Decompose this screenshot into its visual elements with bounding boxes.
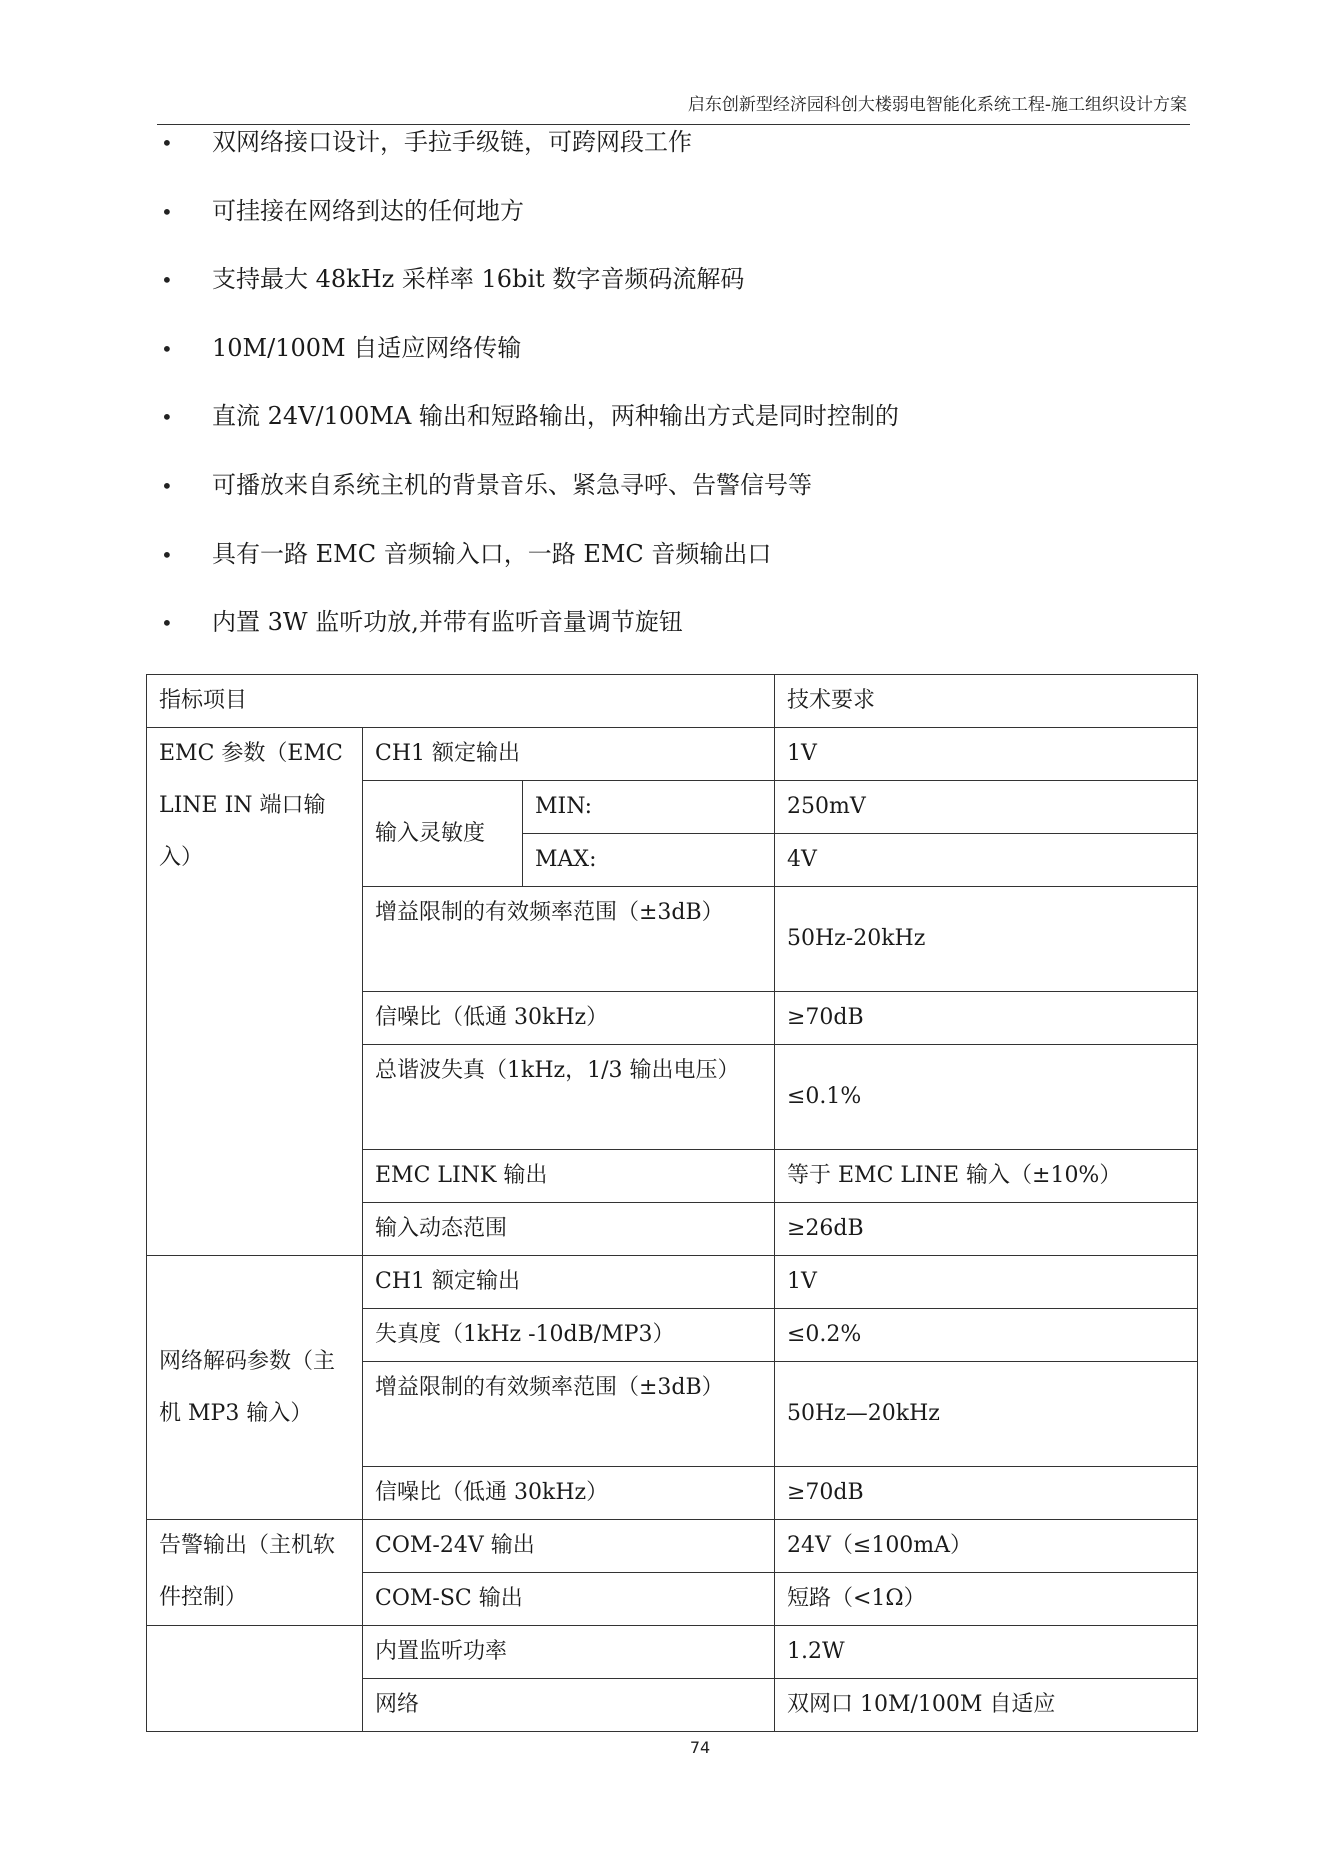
value-cell: 等于 EMC LINE 输入（±10%）: [775, 1150, 1198, 1203]
param-cell: CH1 额定输出: [363, 728, 775, 781]
value-cell: 50Hz—20kHz: [775, 1362, 1198, 1467]
table-row: [147, 1626, 1198, 1679]
list-item: [157, 188, 1187, 257]
subparam-cell: MIN:: [523, 781, 775, 834]
param-cell: 信噪比（低通 30kHz）: [363, 1467, 775, 1520]
page-header: 启东创新型经济园科创大楼弱电智能化系统工程-施工组织设计方案: [687, 95, 1187, 115]
param-cell: 网络: [363, 1679, 775, 1732]
list-item: [157, 119, 1187, 188]
group-cell-emc: EMC 参数（EMC LINE IN 端口输入）: [147, 728, 363, 1256]
list-item: [157, 256, 1187, 325]
value-cell: ≤0.1%: [775, 1045, 1198, 1150]
value-cell: 双网口 10M/100M 自适应: [775, 1679, 1198, 1732]
header-cell-requirement: 技术要求: [775, 675, 1198, 728]
list-item: [157, 462, 1187, 531]
bullet-icon: •: [161, 473, 173, 498]
list-item-text: 可挂接在网络到达的任何地方: [212, 196, 524, 225]
subparam-cell: MAX:: [523, 834, 775, 887]
param-cell: 增益限制的有效频率范围（±3dB）: [363, 887, 775, 992]
value-cell: 4V: [775, 834, 1198, 887]
list-item-text: 双网络接口设计，手拉手级链，可跨网段工作: [212, 128, 692, 156]
value-cell: ≤0.2%: [775, 1309, 1198, 1362]
list-item: [157, 531, 1187, 600]
list-item-text: 具有一路 EMC 音频输入口，一路 EMC 音频输出口: [212, 539, 772, 568]
param-cell: 输入动态范围: [363, 1203, 775, 1256]
bullet-icon: •: [161, 268, 173, 293]
value-cell: ≥26dB: [775, 1203, 1198, 1256]
header-cell-item: 指标项目: [147, 675, 775, 728]
value-cell: 1.2W: [775, 1626, 1198, 1679]
group-cell-network: 网络解码参数（主机 MP3 输入）: [147, 1256, 363, 1520]
param-cell: 内置监听功率: [363, 1626, 775, 1679]
param-cell: 增益限制的有效频率范围（±3dB）: [363, 1362, 775, 1467]
table-row: [147, 1520, 1198, 1573]
param-cell: 总谐波失真（1kHz，1/3 输出电压）: [363, 1045, 775, 1150]
list-item: [157, 325, 1187, 394]
bullet-icon: •: [161, 405, 173, 430]
table-row: [147, 1256, 1198, 1309]
list-item-text: 直流 24V/100MA 输出和短路输出，两种输出方式是同时控制的: [212, 402, 899, 431]
value-cell: ≥70dB: [775, 992, 1198, 1045]
value-cell: 1V: [775, 1256, 1198, 1309]
group-cell-misc: [147, 1626, 363, 1732]
list-item-text: 支持最大 48kHz 采样率 16bit 数字音频码流解码: [212, 265, 745, 294]
bullet-icon: •: [161, 611, 173, 636]
bullet-icon: •: [161, 542, 173, 567]
param-cell: COM-SC 输出: [363, 1573, 775, 1626]
value-cell: 1V: [775, 728, 1198, 781]
param-cell: 失真度（1kHz -10dB/MP3）: [363, 1309, 775, 1362]
list-item-text: 内置 3W 监听功放,并带有监听音量调节旋钮: [212, 608, 683, 637]
table-header-row: [147, 675, 1198, 728]
list-item: [157, 393, 1187, 462]
feature-list: [157, 119, 1187, 668]
value-cell: 250mV: [775, 781, 1198, 834]
value-cell: 50Hz-20kHz: [775, 887, 1198, 992]
bullet-icon: •: [161, 131, 173, 155]
value-cell: 短路（<1Ω）: [775, 1573, 1198, 1626]
value-cell: 24V（≤100mA）: [775, 1520, 1198, 1573]
bullet-icon: •: [161, 199, 173, 224]
group-cell-alarm: 告警输出（主机软件控制）: [147, 1520, 363, 1626]
list-item: [157, 599, 1187, 668]
list-item-text: 10M/100M 自适应网络传输: [212, 333, 522, 362]
spec-table: [146, 674, 1198, 1732]
param-cell: 信噪比（低通 30kHz）: [363, 992, 775, 1045]
param-cell: CH1 额定输出: [363, 1256, 775, 1309]
param-cell: 输入灵敏度: [363, 781, 523, 887]
table-row: [147, 728, 1198, 781]
list-item-text: 可播放来自系统主机的背景音乐、紧急寻呼、告警信号等: [212, 470, 812, 499]
page-number: 74: [689, 1738, 711, 1757]
bullet-icon: •: [161, 336, 173, 361]
param-cell: EMC LINK 输出: [363, 1150, 775, 1203]
value-cell: ≥70dB: [775, 1467, 1198, 1520]
param-cell: COM-24V 输出: [363, 1520, 775, 1573]
